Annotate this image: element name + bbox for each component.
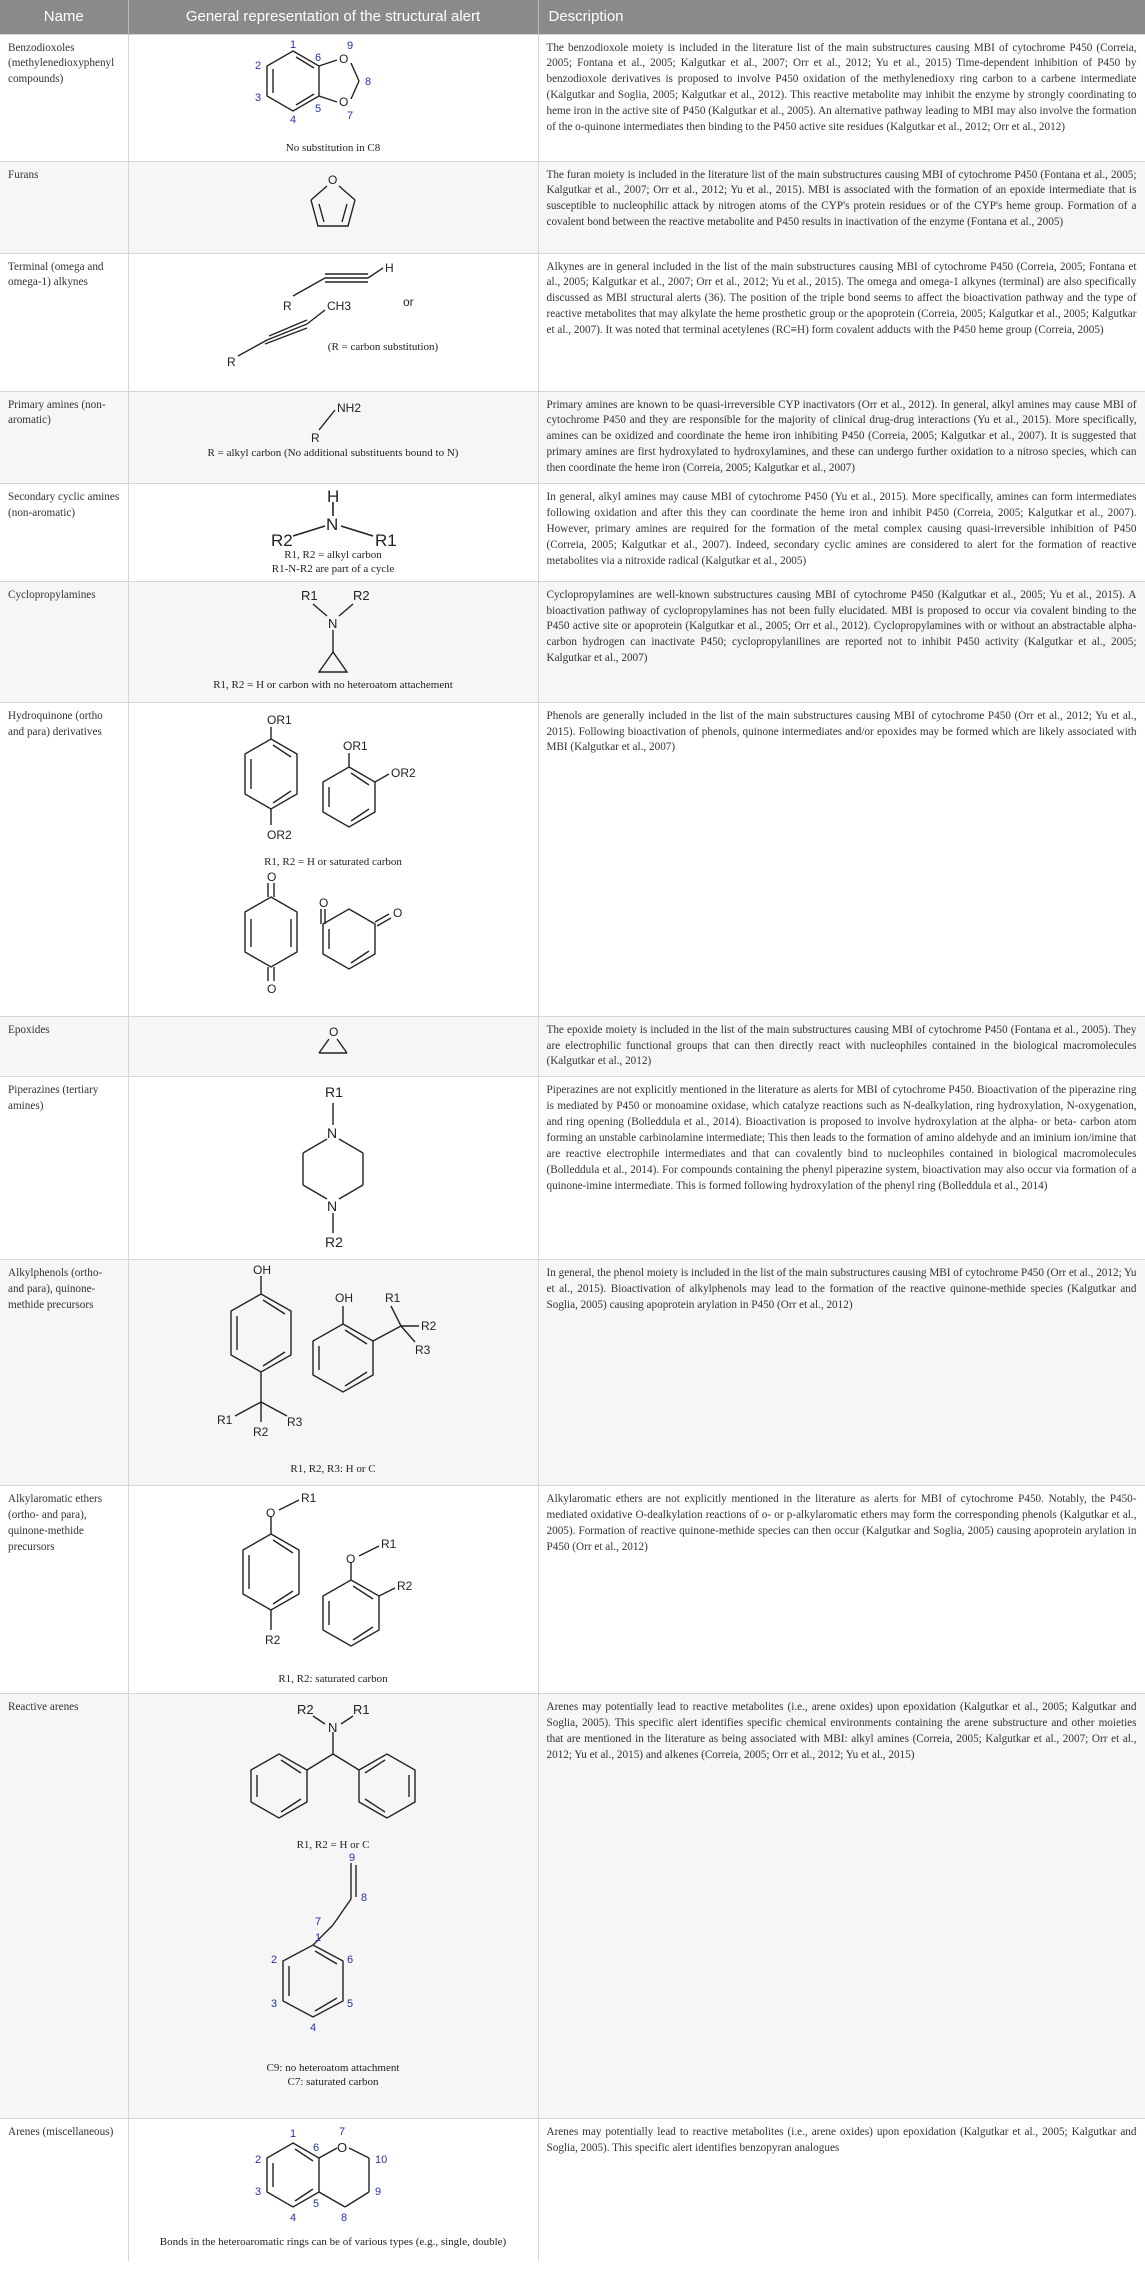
table-row	[0, 391, 1145, 484]
nitrogen-label: N	[327, 1125, 338, 1142]
structure-cell	[128, 2119, 538, 2261]
structure-note: C9: no heteroatom attachment C7: saturated carbon	[266, 2061, 400, 2088]
epoxide-structure	[293, 1021, 373, 1063]
row-description: Primary amines are known to be quasi-irreversible CYP inactivators (Orr et al., 2012). In general, alkyl amines may cause MBI of cytochrome P450 and they are responsible for the majority of clinical drug-drug interactions (Yu et al., 2015). More specifically, amines can be oxidized and coordinate the heme iron inhibiting P450 (Correia, 2005; Kalgutkar et al., 2007). It is suggested that primary amines are first hydroxylated to hydroxylamines, and these can undergo further oxidation to a nitroso species, which can then coordinate the heme iron (Correia, 2005; Kalgutkar et al., 2007)	[538, 391, 1145, 484]
secondary-amine-structure	[253, 488, 413, 548]
r2-label: R2	[265, 1633, 281, 1648]
row-name: Secondary cyclic amines (non-aromatic)	[0, 484, 128, 582]
table-row	[0, 1077, 1145, 1260]
header-description: Description	[538, 0, 1145, 34]
row-name: Alkylaromatic ethers (ortho- and para), quinone-methide precursors	[0, 1486, 128, 1694]
allylbenzene-structure	[233, 1853, 433, 2061]
hydrogen-label: H	[327, 488, 340, 507]
row-description: The benzodioxole moiety is included in the literature list of the main substructures causing MBI of cytochrome P450 (Correia, 2005; Fontana et al., 2005; Kalgutkar et al., 2007; Orr et al., 2012; Yu et al., 2015) Time-dependent inhibition of P450 by benzodioxole derivatives is proposed to involve P450 oxidation of the methylenedioxy ring carbon to a carbene intermediate (Kalgutkar and Soglia, 2005; Kalgutkar et al., 2012). This reactive metabolite may inhibit the enzyme by strongly coordinating to heme iron in the active site of P450 (Kalgutkar et al., 2005). An alternative pathway leading to MBI may also involve the formation of the o-quinone intermediates then binding to the P450 active site residues (Kalgutkar et al., 2012; Orr et al., 2012)	[538, 34, 1145, 161]
oxygen-label: O	[393, 905, 403, 920]
table-row	[0, 1016, 1145, 1077]
row-name: Arenes (miscellaneous)	[0, 2119, 128, 2261]
furan-structure	[283, 166, 383, 244]
r1-label: R1	[325, 1084, 343, 1101]
r1-label: R1	[385, 1291, 401, 1306]
structure-cell	[128, 1077, 538, 1260]
row-description: Piperazines are not explicitly mentioned in the literature as alerts for MBI of cytochrome P450. Bioactivation of the piperazine ring is mediated by P450 or monoamine oxidase, which catalyze reactions such as N-dealkylation, ring hydroxylation, N-oxygenation, and ring opening (Bolleddula et al., 2014). Bioactivation is proposed to involve hydroxylation at the alpha- or beta- carbon atom forming an unstable carbinolamine intermediate; This then leads to the formation of amino aldehyde and an iminium ion/imine that are reactive electrophile intermediates and that can covalently bind to nucleophiles contained in biological macromolecules (Bolleddula et al., 2014). For compounds containing the phenyl piperazine system, bioactivation may also occur via formation of a quinone-imine intermediate. This is formed following hydroxylation of the phenyl ring (Bolleddula et al., 2014)	[538, 1077, 1145, 1260]
structure-cell	[128, 391, 538, 484]
table-row	[0, 1260, 1145, 1486]
r1-label: R1	[301, 1491, 317, 1506]
structure-cell	[128, 161, 538, 253]
hydroxyl-label: OH	[335, 1291, 353, 1306]
benzodioxole-structure	[233, 39, 433, 141]
hydrogen-label: H	[385, 260, 394, 275]
atom-number: 3	[255, 91, 262, 104]
atom-number: 3	[255, 2186, 262, 2199]
oxygen-label: O	[337, 2140, 348, 2156]
atom-number: 2	[255, 2154, 262, 2167]
r2-label: R2	[397, 1579, 413, 1594]
row-name: Reactive arenes	[0, 1694, 128, 2119]
atom-number: 4	[310, 2021, 317, 2034]
table-header-row	[0, 0, 1145, 34]
structure-note: R1, R2 = H or C	[296, 1839, 370, 1852]
r2-label: R2	[271, 531, 293, 549]
row-name: Alkylphenols (ortho- and para), quinone-methide precursors	[0, 1260, 128, 1486]
atom-number: 1	[315, 1931, 322, 1944]
row-name: Cyclopropylamines	[0, 581, 128, 702]
table-row	[0, 581, 1145, 702]
atom-number: 5	[347, 1997, 354, 2010]
structure-cell	[128, 484, 538, 582]
row-description: Alkylaromatic ethers are not explicitly mentioned in the literature as alerts for MBI of cytochrome P450. Notably, the P450-mediated oxidative O-dealkylation reactions of o- or p-alkylaromatic ethers may form the corresponding phenols (Kalgutkar et al., 2005). Formation of reactive quinone-methide species can then occur (Kalgutkar and Soglia, 2005) causing apoprotein arylation in P450 (Orr et al., 2012)	[538, 1486, 1145, 1694]
r1-label: R1	[353, 1702, 370, 1718]
atom-number: 8	[365, 75, 372, 88]
r1-label: R1	[375, 531, 397, 549]
r-label: R	[227, 354, 236, 368]
table-row	[0, 702, 1145, 1016]
atom-number: 5	[313, 2198, 320, 2211]
row-name: Piperazines (tertiary amines)	[0, 1077, 128, 1260]
structure-note: Bonds in the heteroaromatic rings can be of various types (e.g., single, double)	[159, 2236, 507, 2249]
table-row	[0, 2119, 1145, 2261]
row-description: The epoxide moiety is included in the list of the main substructures causing MBI of cytochrome P450 (Fontana et al., 2005). They are electrophilic functional groups that can then directly react with nucleophiles contained in the biological macromolecules (Kalgutkar et al., 2012)	[538, 1016, 1145, 1077]
alkylaromatic-ether-structures	[223, 1490, 443, 1672]
header-name: Name	[0, 0, 128, 34]
cyclopropylamine-structure	[253, 586, 413, 678]
row-name: Hydroquinone (ortho and para) derivatives	[0, 702, 128, 1016]
quinone-structures	[233, 869, 433, 999]
atom-number: 7	[347, 109, 354, 122]
structure-note: R1, R2, R3: H or C	[290, 1463, 376, 1476]
row-description: Arenes may potentially lead to reactive metabolites (i.e., arene oxides) upon epoxidation (Kalgutkar et al., 2005; Kalgutkar and Soglia, 2005). This specific alert identifies benzopyran analogues	[538, 2119, 1145, 2261]
hydroquinone-ether-structures	[233, 707, 433, 855]
r2-label: R2	[325, 1234, 343, 1251]
structure-cell	[128, 34, 538, 161]
amine-label: NH2	[337, 400, 362, 415]
structure-note: No substitution in C8	[285, 141, 381, 154]
methyl-label: CH3	[327, 298, 352, 313]
row-description: In general, alkyl amines may cause MBI of cytochrome P450 (Yu et al., 2015). More specifically, amines can form intermediates following oxidation and after this they can coordinate the heme iron and inhibit P450 (Correia, 2005; Kalgutkar et al., 2007). However, primary amines are required for the formation of the metal complex causing quasi-irreversible inhibition of P450 (Correia, 2005; Kalgutkar et al., 2007). Indeed, secondary cyclic amines are considered to alert for the formation of reactive metabolites via a nitroxide radical (Kalgutkar et al., 2005)	[538, 484, 1145, 582]
structure-cell	[128, 1486, 538, 1694]
atom-number: 8	[341, 2212, 348, 2225]
structure-note: R1, R2 = H or carbon with no heteroatom attachement	[213, 678, 453, 691]
structure-cell	[128, 702, 538, 1016]
piperazine-structure	[263, 1081, 403, 1251]
benzopyran-structure	[213, 2123, 453, 2235]
atom-number: 6	[313, 2142, 320, 2155]
structure-cell	[128, 253, 538, 391]
or1-label: OR1	[267, 712, 292, 727]
r3-label: R3	[287, 1415, 303, 1430]
atom-number: 1	[290, 2128, 297, 2141]
atom-number: 9	[375, 2186, 382, 2199]
table-row	[0, 1486, 1145, 1694]
r-label: R	[283, 298, 292, 313]
atom-number: 1	[290, 38, 297, 51]
atom-number: 7	[339, 2126, 346, 2139]
r2-label: R2	[353, 587, 370, 603]
r2-label: R2	[297, 1702, 314, 1718]
table-row	[0, 161, 1145, 253]
row-description: In general, the phenol moiety is included in the list of the main substructures causing MBI of cytochrome P450 (Orr et al., 2012; Yu et al., 2015). Bioactivation of alkylphenols may lead to the formation of the reactive quinone-methide species (Kalgutkar and Soglia, 2005) causing apoprotein arylation in P450 (Orr et al., 2012)	[538, 1260, 1145, 1486]
alkylphenol-structures	[213, 1264, 453, 1462]
nitrogen-label: N	[328, 615, 338, 631]
table-row	[0, 253, 1145, 391]
oxygen-label: O	[267, 981, 277, 996]
structure-note: R1, R2 = alkyl carbon R1-N-R2 are part of a cycle	[271, 549, 395, 576]
atom-number: 9	[349, 1852, 356, 1864]
row-name: Furans	[0, 161, 128, 253]
atom-number: 7	[315, 1915, 322, 1928]
atom-number: 5	[315, 102, 322, 115]
structure-note: R1, R2: saturated carbon	[278, 1673, 388, 1686]
oxygen-label: O	[328, 172, 338, 187]
primary-amine-structure	[273, 396, 393, 446]
hydroxyl-label: OH	[253, 1264, 271, 1278]
row-name: Terminal (omega and omega-1) alkynes	[0, 253, 128, 391]
atom-number: 4	[290, 2212, 297, 2225]
or1-label: OR1	[343, 738, 368, 753]
structure-cell	[128, 581, 538, 702]
r2-label: R2	[421, 1319, 437, 1334]
oxygen-label: O	[346, 1552, 356, 1567]
atom-number: 10	[375, 2154, 388, 2167]
atom-number: 6	[347, 1953, 354, 1966]
or2-label: OR2	[391, 765, 416, 780]
row-name: Primary amines (non-aromatic)	[0, 391, 128, 484]
atom-number: 9	[347, 39, 354, 52]
benzhydrylamine-structure	[213, 1698, 453, 1838]
row-description: The furan moiety is included in the literature list of the main substructures causing MBI of cytochrome P450 (Fontana et al., 2005; Kalgutkar et al., 2007; Orr et al., 2012; Yu et al., 2015). MBI is associated with the formation of an epoxide intermediate that is susceptible to nucleophilic attack by nitrogen atoms of the CYP's protein residues or of the CYP's heme group. Formation of a covalent bond between the reactive metabolite and P450 results in inactivation of the enzyme (Fontana et al., 2005)	[538, 161, 1145, 253]
oxygen-label: O	[267, 869, 277, 884]
oxygen-label: O	[319, 895, 329, 910]
row-name: Benzodioxoles (methylenedioxyphenyl compounds)	[0, 34, 128, 161]
row-description: Arenes may potentially lead to reactive metabolites (i.e., arene oxides) upon epoxidation (Kalgutkar et al., 2005; Kalgutkar and Soglia, 2005). This specific alert identifies specific chemical environments containing the arene substructure and other moieties that are mentioned in the literature as being associated with MBI: alkyl amines (Correia, 2005; Kalgutkar et al., 2007; Orr et al., 2012; Yu et al., 2015) and alkenes (Correia, 2005; Orr et al., 2012; Yu et al., 2015)	[538, 1694, 1145, 2119]
atom-number: 3	[271, 1997, 278, 2010]
nitrogen-label: N	[327, 1198, 338, 1215]
nitrogen-label: N	[328, 1720, 338, 1736]
table-row	[0, 484, 1145, 582]
atom-number: 6	[315, 51, 322, 64]
r3-label: R3	[415, 1343, 431, 1358]
r2-label: R2	[253, 1425, 269, 1440]
or-label: or	[403, 294, 414, 309]
structure-cell	[128, 1694, 538, 2119]
nitrogen-label: N	[326, 515, 339, 535]
table-row	[0, 34, 1145, 161]
structure-note: (R = carbon substitution)	[327, 340, 439, 353]
row-name: Epoxides	[0, 1016, 128, 1077]
row-description: Phenols are generally included in the list of the main substructures causing MBI of cytochrome P450 (Orr et al., 2012; Yu et al., 2015). Following bioactivation of phenols, quinone intermediates and/or epoxides may be formed which are likely associated with MBI (Kalgutkar et al., 2007)	[538, 702, 1145, 1016]
oxygen-label: O	[339, 94, 349, 109]
atom-number: 8	[361, 1891, 368, 1904]
oxygen-label: O	[339, 51, 349, 66]
oxygen-label: O	[329, 1024, 339, 1039]
r1-label: R1	[381, 1537, 397, 1552]
atom-number: 2	[271, 1953, 278, 1966]
r1-label: R1	[217, 1413, 233, 1428]
or2-label: OR2	[267, 827, 292, 842]
table-row	[0, 1694, 1145, 2119]
atom-number: 2	[255, 59, 262, 72]
structure-note: R = alkyl carbon (No additional substituents bound to N)	[207, 446, 459, 459]
structure-note: R1, R2 = H or saturated carbon	[264, 855, 402, 868]
structure-cell	[128, 1016, 538, 1077]
row-description: Alkynes are in general included in the list of the main substructures causing MBI of cytochrome P450 (Correia, 2005; Fontana et al., 2005; Kalgutkar et al., 2007; Orr et al., 2012; Yu et al., 2015). The omega and omega-1 alkynes (terminal) are also specifically discussed as MBI structural alerts (36). The position of the triple bond seems to affect the bioactivation pathway and the type of reactive metabolites that may alkylate the heme prosthetic group or the apoprotein (Correia, 2005; Kalgutkar et al., 2005; Kalgutkar et al., 2007). It was noted that terminal acetylenes (RC≡H) form covalent adducts with the P450 heme group (Correia, 2005)	[538, 253, 1145, 391]
header-structure: General representation of the structural alert	[128, 0, 538, 34]
r-label: R	[311, 430, 320, 445]
r1-label: R1	[301, 587, 318, 603]
atom-number: 4	[290, 113, 297, 126]
row-description: Cyclopropylamines are well-known substructures causing MBI of cytochrome P450 (Kalgutkar et al., 2005; Yu et al., 2015). A bioactivation pathway of cyclopropylamines has not been fully elucidated. MBI is proposed to occur via covalent binding to the P450 active site or apoprotein (Kalgutkar et al., 2005; Orr et al., 2012). Cyclopropylamines with or without an abstractable alpha-carbon hydrogen can inactivate P450; cyclopropylanilines are reported not to inhibit P450 activity (Kalgutkar et al., 2005; Kalgutkar et al., 2007)	[538, 581, 1145, 702]
oxygen-label: O	[266, 1506, 276, 1521]
structure-cell	[128, 1260, 538, 1486]
